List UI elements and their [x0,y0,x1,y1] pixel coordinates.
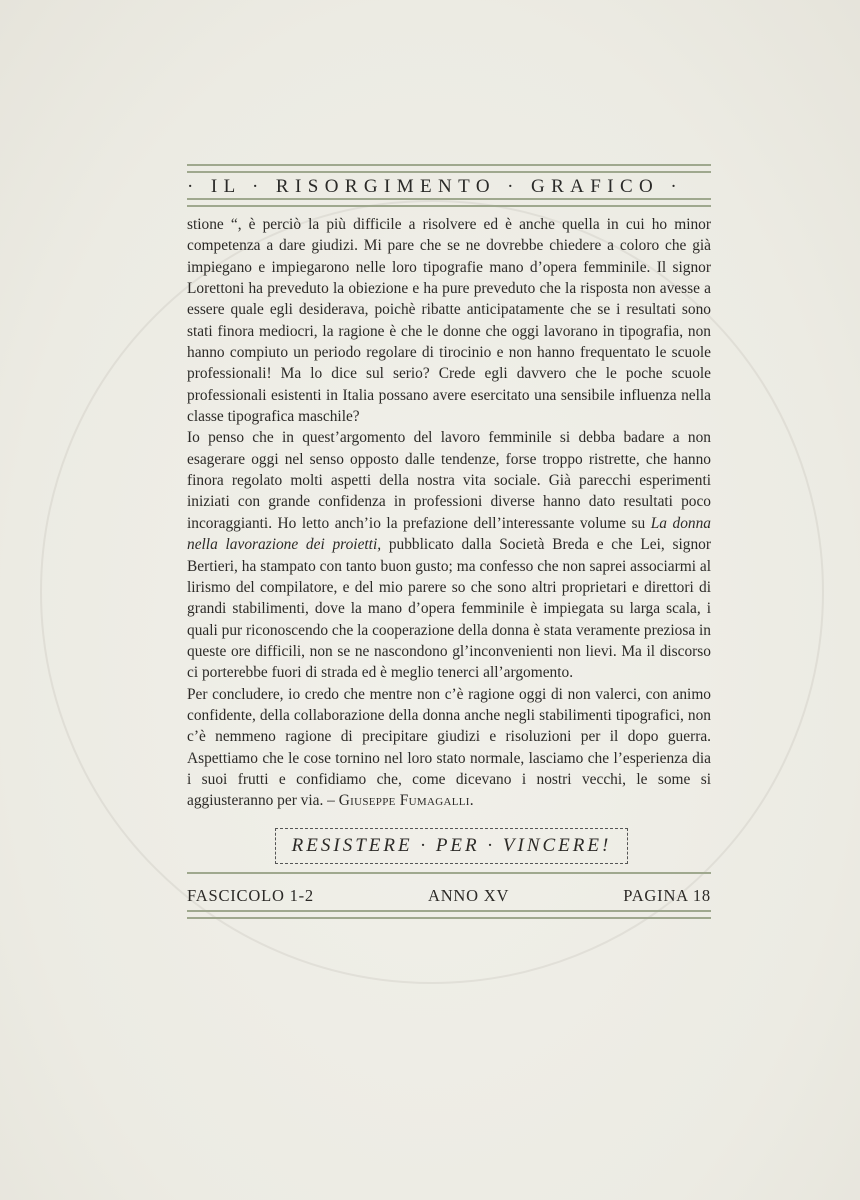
header-rule-top [187,164,711,173]
footer-rule-top [187,872,711,877]
paragraph-1-text: stione “, è perciò la più difficile a risolvere ed è anche quella in cui ho minor competenza a dare giudizi. Mi pare che se ne dovrebbe chiedere a coloro che già impiegano e impiegarono nelle loro tipografie mano d’opera femminile. Il signor Lorettoni ha preveduto la obiezione e ha pure preveduto che la risposta non avesse a essere quale egli desiderava, poichè ribatte anticipatamente che se i resultati sono stati finora mediocri, la ragione è che le donne che oggi lavorano in tipografia, non hanno compiuto un periodo regolare di tirocinio e non hanno frequentato le scuole professionali! Ma lo dice sul serio? Crede egli davvero che le poche scuole professionali esistenti in Italia possano avere esercitato una sensibile influenza nella classe tipografica maschile? [187,216,711,426]
running-title: · IL · RISORGIMENTO · GRAFICO · [187,176,684,197]
paragraph-3-text: Per concludere, io credo che mentre non c’è ragione oggi di non valerci, con animo confidente, della collaborazione della donna anche negli stabilimenti tipografici, non c’è nemmeno ragione di precipitare giudizi e risoluzioni per il dopo guerra. Aspettiamo che le cose tornino nel loro stato normale, lasciamo che l’esperienza dia i suoi frutti e confidiamo che, come dicevano i nostri vecchi, le some si aggiusteranno per via. – [187,685,711,810]
paragraph-3 [187,684,711,812]
paragraph-2-text-end: pubblicato dalla Società Breda e che Lei, signor Bertieri, ha stampato con tanto buon gusto; ma confesso che non saprei associarmi al lirismo del compilatore, e del mio parere so che sono altri proprietari e direttori di grandi stabilimenti, dove la mano d’opera femminile è impiegata su larga scala, i quali pur riconoscendo che la cooperazione della donna è stata veramente preziosa in queste ore difficili, non se ne nascondono gl’inconvenienti non lievi. Ma il discorso ci porterebbe fuori di strada ed è meglio tenerci all’argomento. [187,536,711,682]
footer-pagina: PAGINA 18 [623,886,711,905]
paragraph-2-text-start: Io penso che in quest’argomento del lavoro femminile si debba badare a non esagerare oggi nel senso opposto dalle tendenze, forse troppo ristrette, che hanno finora regolato molti aspetti della nostra vita sociale. Già parecchi esperimenti iniziati con grande confidenza in professioni diverse hanno dato resultati poco incoraggianti. Ho letto anch’io la prefazione dell’interessante volume su [187,429,711,532]
book-title: La donna nella lavorazione dei proietti, [187,514,711,554]
paragraph-2 [187,427,711,683]
footer [187,886,711,906]
article-body [187,214,711,812]
header-rule-bottom [187,198,711,207]
author-signature: Giuseppe Fumagalli. [338,792,474,810]
footer-rule-bottom [187,910,711,919]
footer-anno: ANNO XV [428,886,510,905]
motto: RESISTERE · PER · VINCERE! [291,835,612,856]
motto-box [275,828,628,864]
footer-fascicolo: FASCICOLO 1-2 [187,886,314,905]
paragraph-1 [187,214,711,427]
